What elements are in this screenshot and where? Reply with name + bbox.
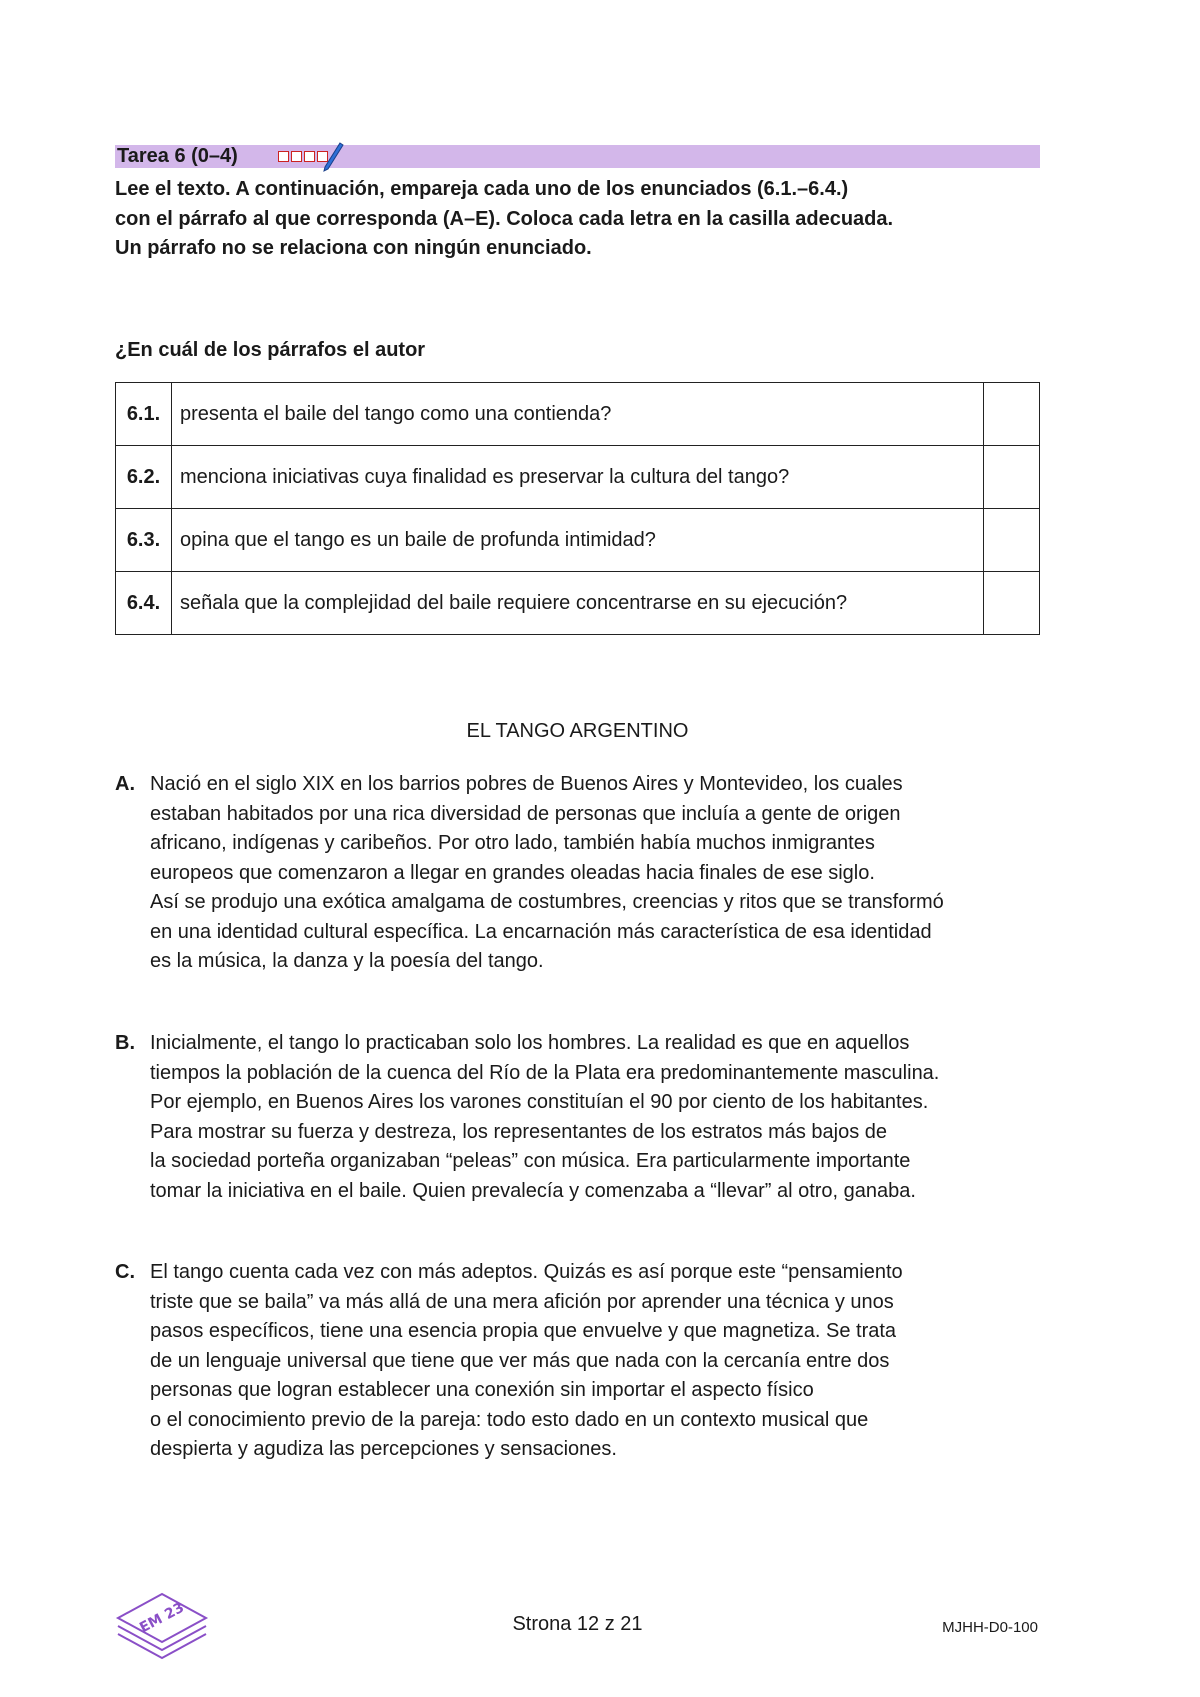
question-text: señala que la complejidad del baile requiere concentrarse en su ejecución? [172,572,984,635]
task-instructions [115,175,1035,264]
paragraph-letter: C. [115,1261,135,1283]
paragraph-line: El tango cuenta cada vez con más adeptos. Quizás es así porque este “pensamiento [150,1261,903,1283]
question-number: 6.4. [116,572,172,635]
paragraph-line: Por ejemplo, en Buenos Aires los varones constituían el 90 por ciento de los habitantes. [150,1091,929,1113]
paragraph-c [115,1258,1050,1465]
paragraph-line: triste que se baila” va más allá de una mera afición por aprender una técnica y unos [150,1290,894,1313]
question-text: opina que el tango es un baile de profunda intimidad? [172,509,984,572]
paragraph-line: pasos específicos, tiene una esencia propia que envuelve y que magnetiza. Se trata [150,1320,897,1342]
paragraph-letter: A. [115,773,135,795]
answer-box[interactable] [984,509,1040,572]
question-text: menciona iniciativas cuya finalidad es preservar la cultura del tango? [172,446,984,509]
question-lead: ¿En cuál de los párrafos el autor [115,339,426,361]
paragraph-line: Inicialmente, el tango lo practicaban solo los hombres. La realidad es que en aquellos [150,1032,910,1054]
paragraph-a [115,770,1050,977]
score-box [291,151,302,162]
answer-box[interactable] [984,383,1040,446]
instruction-line: con el párrafo al que corresponda (A–E). Coloca cada letra en la casilla adecuada. [115,207,894,230]
question-number: 6.2. [116,446,172,509]
paragraph-line: despierta y agudiza las percepciones y sensaciones. [150,1438,617,1460]
paragraph-line: europeos que comenzaron a llegar en grandes oleadas hacia finales de ese siglo. [150,861,875,884]
question-text: presenta el baile del tango como una contienda? [172,383,984,446]
paragraph-body [150,1258,1050,1465]
svg-text:EM 23: EM 23 [137,1599,187,1637]
table-row [116,572,1040,635]
paragraph-letter: B. [115,1032,135,1054]
paragraph-line: la sociedad porteña organizaban “peleas” con música. Era particularmente importante [150,1150,911,1172]
pen-icon [322,141,344,173]
answer-box[interactable] [984,446,1040,509]
paragraph-line: personas que logran establecer una conexión sin importar el aspecto físico [150,1379,814,1401]
answer-box[interactable] [984,572,1040,635]
table-row [116,383,1040,446]
question-number: 6.3. [116,509,172,572]
paragraph-line: tiempos la población de la cuenca del Río de la Plata era predominantemente masculina. [150,1061,940,1084]
paragraph-line: en una identidad cultural específica. La encarnación más característica de esa identidad [150,920,932,943]
paragraph-line: Para mostrar su fuerza y destreza, los representantes de los estratos más bajos de [150,1120,888,1143]
answer-table [115,382,1040,635]
paragraph-line: estaban habitados por una rica diversidad de personas que incluía a gente de origen [150,802,901,825]
paragraph-body [150,1029,1050,1206]
task-title: Tarea 6 (0–4) [117,145,238,167]
paragraph-line: africano, indígenas y caribeños. Por otro lado, también había muchos inmigrantes [150,832,875,854]
paragraph-line: tomar la iniciativa en el baile. Quien prevalecía y comenzaba a “llevar” al otro, ganaba. [150,1179,916,1202]
question-number: 6.1. [116,383,172,446]
paragraph-line: o el conocimiento previo de la pareja: todo esto dado en un contexto musical que [150,1408,869,1431]
task-header [115,145,1040,168]
paragraph-b [115,1029,1050,1206]
table-row [116,509,1040,572]
paragraph-body [150,770,1050,977]
paragraph-line: de un lenguaje universal que tiene que ver más que nada con la cercanía entre dos [150,1349,890,1372]
paragraph-line: Nació en el siglo XIX en los barrios pobres de Buenos Aires y Montevideo, los cuales [150,773,903,795]
text-title: EL TANGO ARGENTINO [466,720,689,742]
score-box [304,151,315,162]
paragraph-line: es la música, la danza y la poesía del tango. [150,950,544,972]
instruction-line: Un párrafo no se relaciona con ningún enunciado. [115,237,592,259]
score-box [278,151,289,162]
instruction-line: Lee el texto. A continuación, empareja cada uno de los enunciados (6.1.–6.4.) [115,178,849,200]
table-row [116,446,1040,509]
paragraph-line: Así se produjo una exótica amalgama de costumbres, creencias y ritos que se transformó [150,891,944,913]
exam-code: MJHH-D0-100 [942,1619,1038,1636]
score-boxes [278,151,328,162]
page-number: Strona 12 z 21 [512,1613,643,1635]
